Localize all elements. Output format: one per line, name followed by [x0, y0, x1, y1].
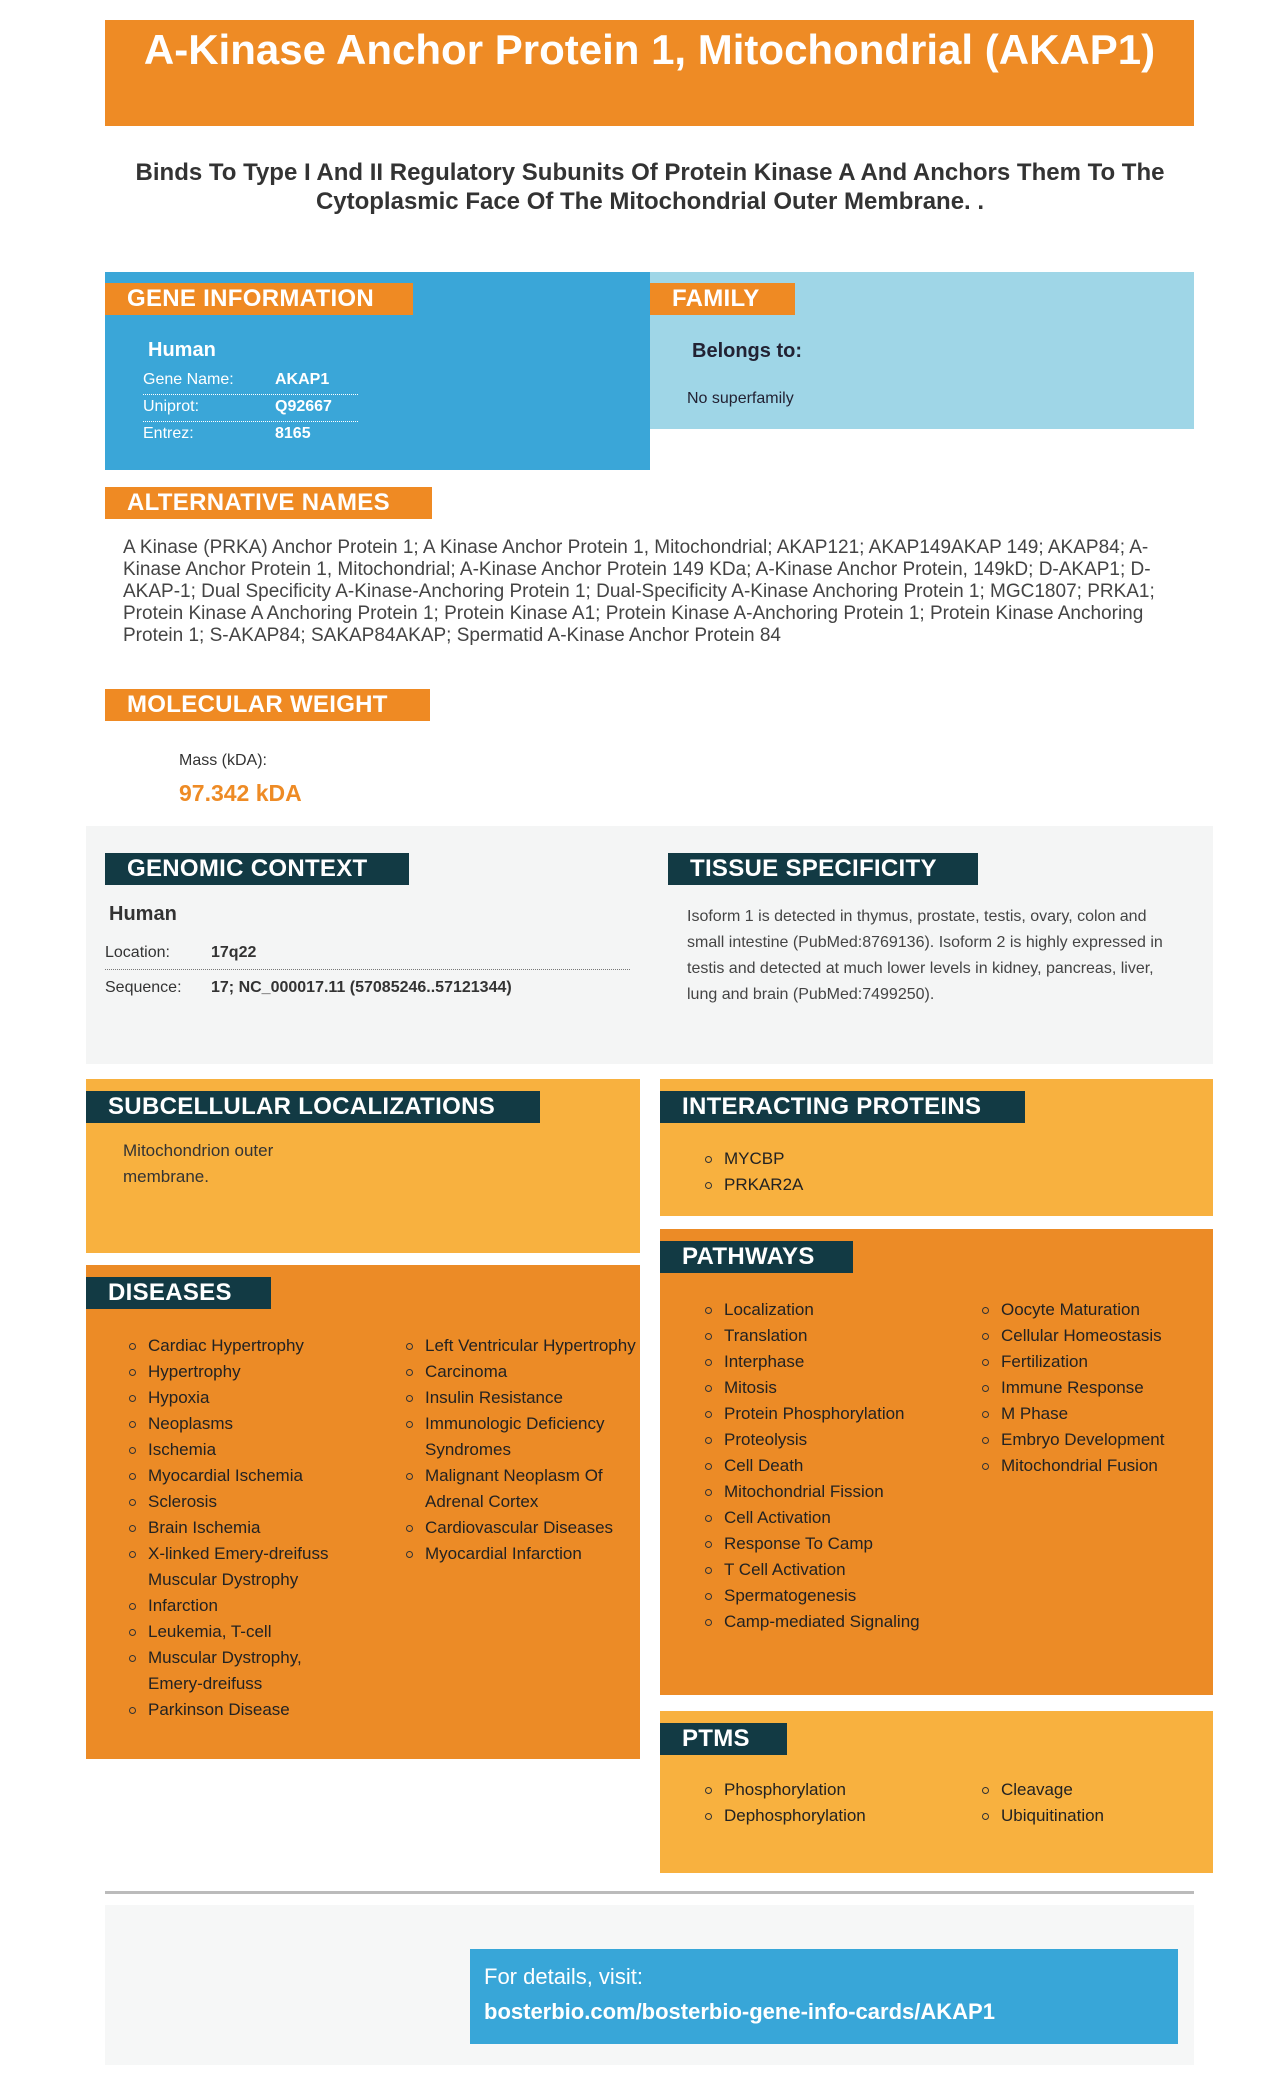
list-item: Cellular Homeostasis [982, 1323, 1207, 1349]
sequence-row [105, 971, 630, 1005]
gene-name-label: Gene Name: [143, 371, 234, 388]
list-item: M Phase [982, 1401, 1207, 1427]
molecular-weight-heading: MOLECULAR WEIGHT [105, 689, 430, 721]
list-item: Fertilization [982, 1349, 1207, 1375]
list-item: Left Ventricular Hypertrophy [406, 1333, 636, 1359]
location-row [105, 936, 630, 970]
list-item: Mitochondrial Fusion [982, 1453, 1207, 1479]
tissue-specificity-heading: TISSUE SPECIFICITY [668, 853, 978, 885]
mass-value: 97.342 kDA [179, 780, 302, 806]
list-item: Response To Camp [705, 1531, 945, 1557]
sequence-value: 17; NC_000017.11 (57085246..57121344) [211, 979, 512, 996]
family-heading: FAMILY [650, 283, 795, 315]
list-item: Camp-mediated Signaling [705, 1609, 945, 1635]
gene-name-row [143, 367, 358, 395]
list-item: Brain Ischemia [129, 1515, 359, 1541]
ptms-heading: PTMS [660, 1723, 787, 1755]
subcellular-heading: SUBCELLULAR LOCALIZATIONS [86, 1091, 540, 1123]
ptms-list-col1 [705, 1777, 866, 1829]
list-item: Spermatogenesis [705, 1583, 945, 1609]
list-item: Localization [705, 1297, 945, 1323]
list-item: Myocardial Infarction [406, 1541, 636, 1567]
list-item: X-linked Emery-dreifuss Muscular Dystrophy [129, 1541, 359, 1593]
entrez-label: Entrez: [143, 425, 194, 442]
list-item: Oocyte Maturation [982, 1297, 1207, 1323]
list-item: MYCBP [705, 1146, 803, 1172]
list-item: Mitosis [705, 1375, 945, 1401]
footer-divider [105, 1891, 1194, 1894]
alternative-names-heading: ALTERNATIVE NAMES [105, 487, 432, 519]
genomic-context-heading: GENOMIC CONTEXT [105, 853, 409, 885]
list-item: Parkinson Disease [129, 1697, 359, 1723]
list-item: Myocardial Ischemia [129, 1463, 359, 1489]
pathways-heading: PATHWAYS [660, 1241, 853, 1273]
list-item: Malignant Neoplasm Of Adrenal Cortex [406, 1463, 636, 1515]
list-item: Immune Response [982, 1375, 1207, 1401]
list-item: Insulin Resistance [406, 1385, 636, 1411]
details-label: For details, visit: [484, 1964, 643, 1989]
list-item: Hypoxia [129, 1385, 359, 1411]
list-item: Cardiac Hypertrophy [129, 1333, 359, 1359]
location-value: 17q22 [211, 944, 257, 961]
list-item: Cardiovascular Diseases [406, 1515, 636, 1541]
list-item: Cell Activation [705, 1505, 945, 1531]
family-belongs-label: Belongs to: [692, 340, 802, 362]
interacting-list [705, 1146, 803, 1198]
details-link[interactable]: bosterbio.com/bosterbio-gene-info-cards/AKAP1 [484, 1999, 995, 2024]
diseases-list-col1 [129, 1333, 359, 1723]
gene-species: Human [148, 339, 216, 361]
family-value: No superfamily [687, 390, 794, 407]
list-item: T Cell Activation [705, 1557, 945, 1583]
interacting-heading: INTERACTING PROTEINS [660, 1091, 1025, 1123]
list-item: Dephosphorylation [705, 1803, 866, 1829]
diseases-list-col2 [406, 1333, 636, 1567]
protein-description: Binds To Type I And II Regulatory Subunits Of Protein Kinase A And Anchors Them To The Cytoplasmic Face Of The Mitochondrial Outer Membrane. . [135, 159, 1165, 215]
details-link-box[interactable] [470, 1949, 1178, 2044]
sequence-label: Sequence: [105, 979, 182, 996]
mass-label: Mass (kDA): [179, 752, 267, 769]
list-item: Hypertrophy [129, 1359, 359, 1385]
list-item: Carcinoma [406, 1359, 636, 1385]
list-item: Infarction [129, 1593, 359, 1619]
list-item: Sclerosis [129, 1489, 359, 1515]
list-item: Proteolysis [705, 1427, 945, 1453]
list-item: Ischemia [129, 1437, 359, 1463]
list-item: Phosphorylation [705, 1777, 866, 1803]
uniprot-value: Q92667 [275, 398, 332, 415]
list-item: Leukemia, T-cell [129, 1619, 359, 1645]
ptms-list-col2 [982, 1777, 1104, 1829]
list-item: Cleavage [982, 1777, 1104, 1803]
list-item: Cell Death [705, 1453, 945, 1479]
list-item: Immunologic Deficiency Syndromes [406, 1411, 636, 1463]
pathways-list-col1 [705, 1297, 945, 1635]
list-item: PRKAR2A [705, 1172, 803, 1198]
list-item: Neoplasms [129, 1411, 359, 1437]
page-title: A-Kinase Anchor Protein 1, Mitochondrial (AKAP1) [105, 20, 1194, 126]
list-item: Embryo Development [982, 1427, 1207, 1453]
entrez-value: 8165 [275, 425, 311, 442]
list-item: Mitochondrial Fission [705, 1479, 945, 1505]
pathways-list-col2 [982, 1297, 1207, 1479]
alternative-names-text: A Kinase (PRKA) Anchor Protein 1; A Kinase Anchor Protein 1, Mitochondrial; AKAP121; AKAP149AKAP 149; AKAP84; A-Kinase Anchor Protein 1, Mitochondrial; A-Kinase Anchor Protein 149 KDa; A-Kinase Anchor Protein, 149kD; D-AKAP1; D-AKAP-1; Dual Specificity A-Kinase-Anchoring Protein 1; Dual-Specificity A-Kinase Anchoring Protein 1; MGC1807; PRKA1; Protein Kinase A Anchoring Protein 1; Protein Kinase A1; Protein Kinase A-Anchoring Protein 1; Protein Kinase Anchoring Protein 1; S-AKAP84; SAKAP84AKAP; Spermatid A-Kinase Anchor Protein 84 [123, 537, 1155, 646]
list-item: Protein Phosphorylation [705, 1401, 945, 1427]
location-label: Location: [105, 944, 170, 961]
list-item: Translation [705, 1323, 945, 1349]
uniprot-label: Uniprot: [143, 398, 200, 415]
uniprot-row [143, 394, 358, 422]
list-item: Interphase [705, 1349, 945, 1375]
gene-name-value: AKAP1 [275, 371, 330, 388]
list-item: Ubiquitination [982, 1803, 1104, 1829]
list-item: Muscular Dystrophy, Emery-dreifuss [129, 1645, 359, 1697]
entrez-row [143, 421, 358, 449]
subcellular-text: Mitochondrion outer membrane. [123, 1141, 274, 1186]
gene-information-heading: GENE INFORMATION [105, 283, 413, 315]
genomic-species: Human [109, 903, 177, 925]
tissue-specificity-text: Isoform 1 is detected in thymus, prostate, testis, ovary, colon and small intestine (PubMed:8769136). Isoform 2 is highly expressed in testis and detected at much lower levels in kidney, pancreas, liver, lung and brain (PubMed:7499250). [687, 908, 1163, 1003]
diseases-heading: DISEASES [86, 1277, 271, 1309]
